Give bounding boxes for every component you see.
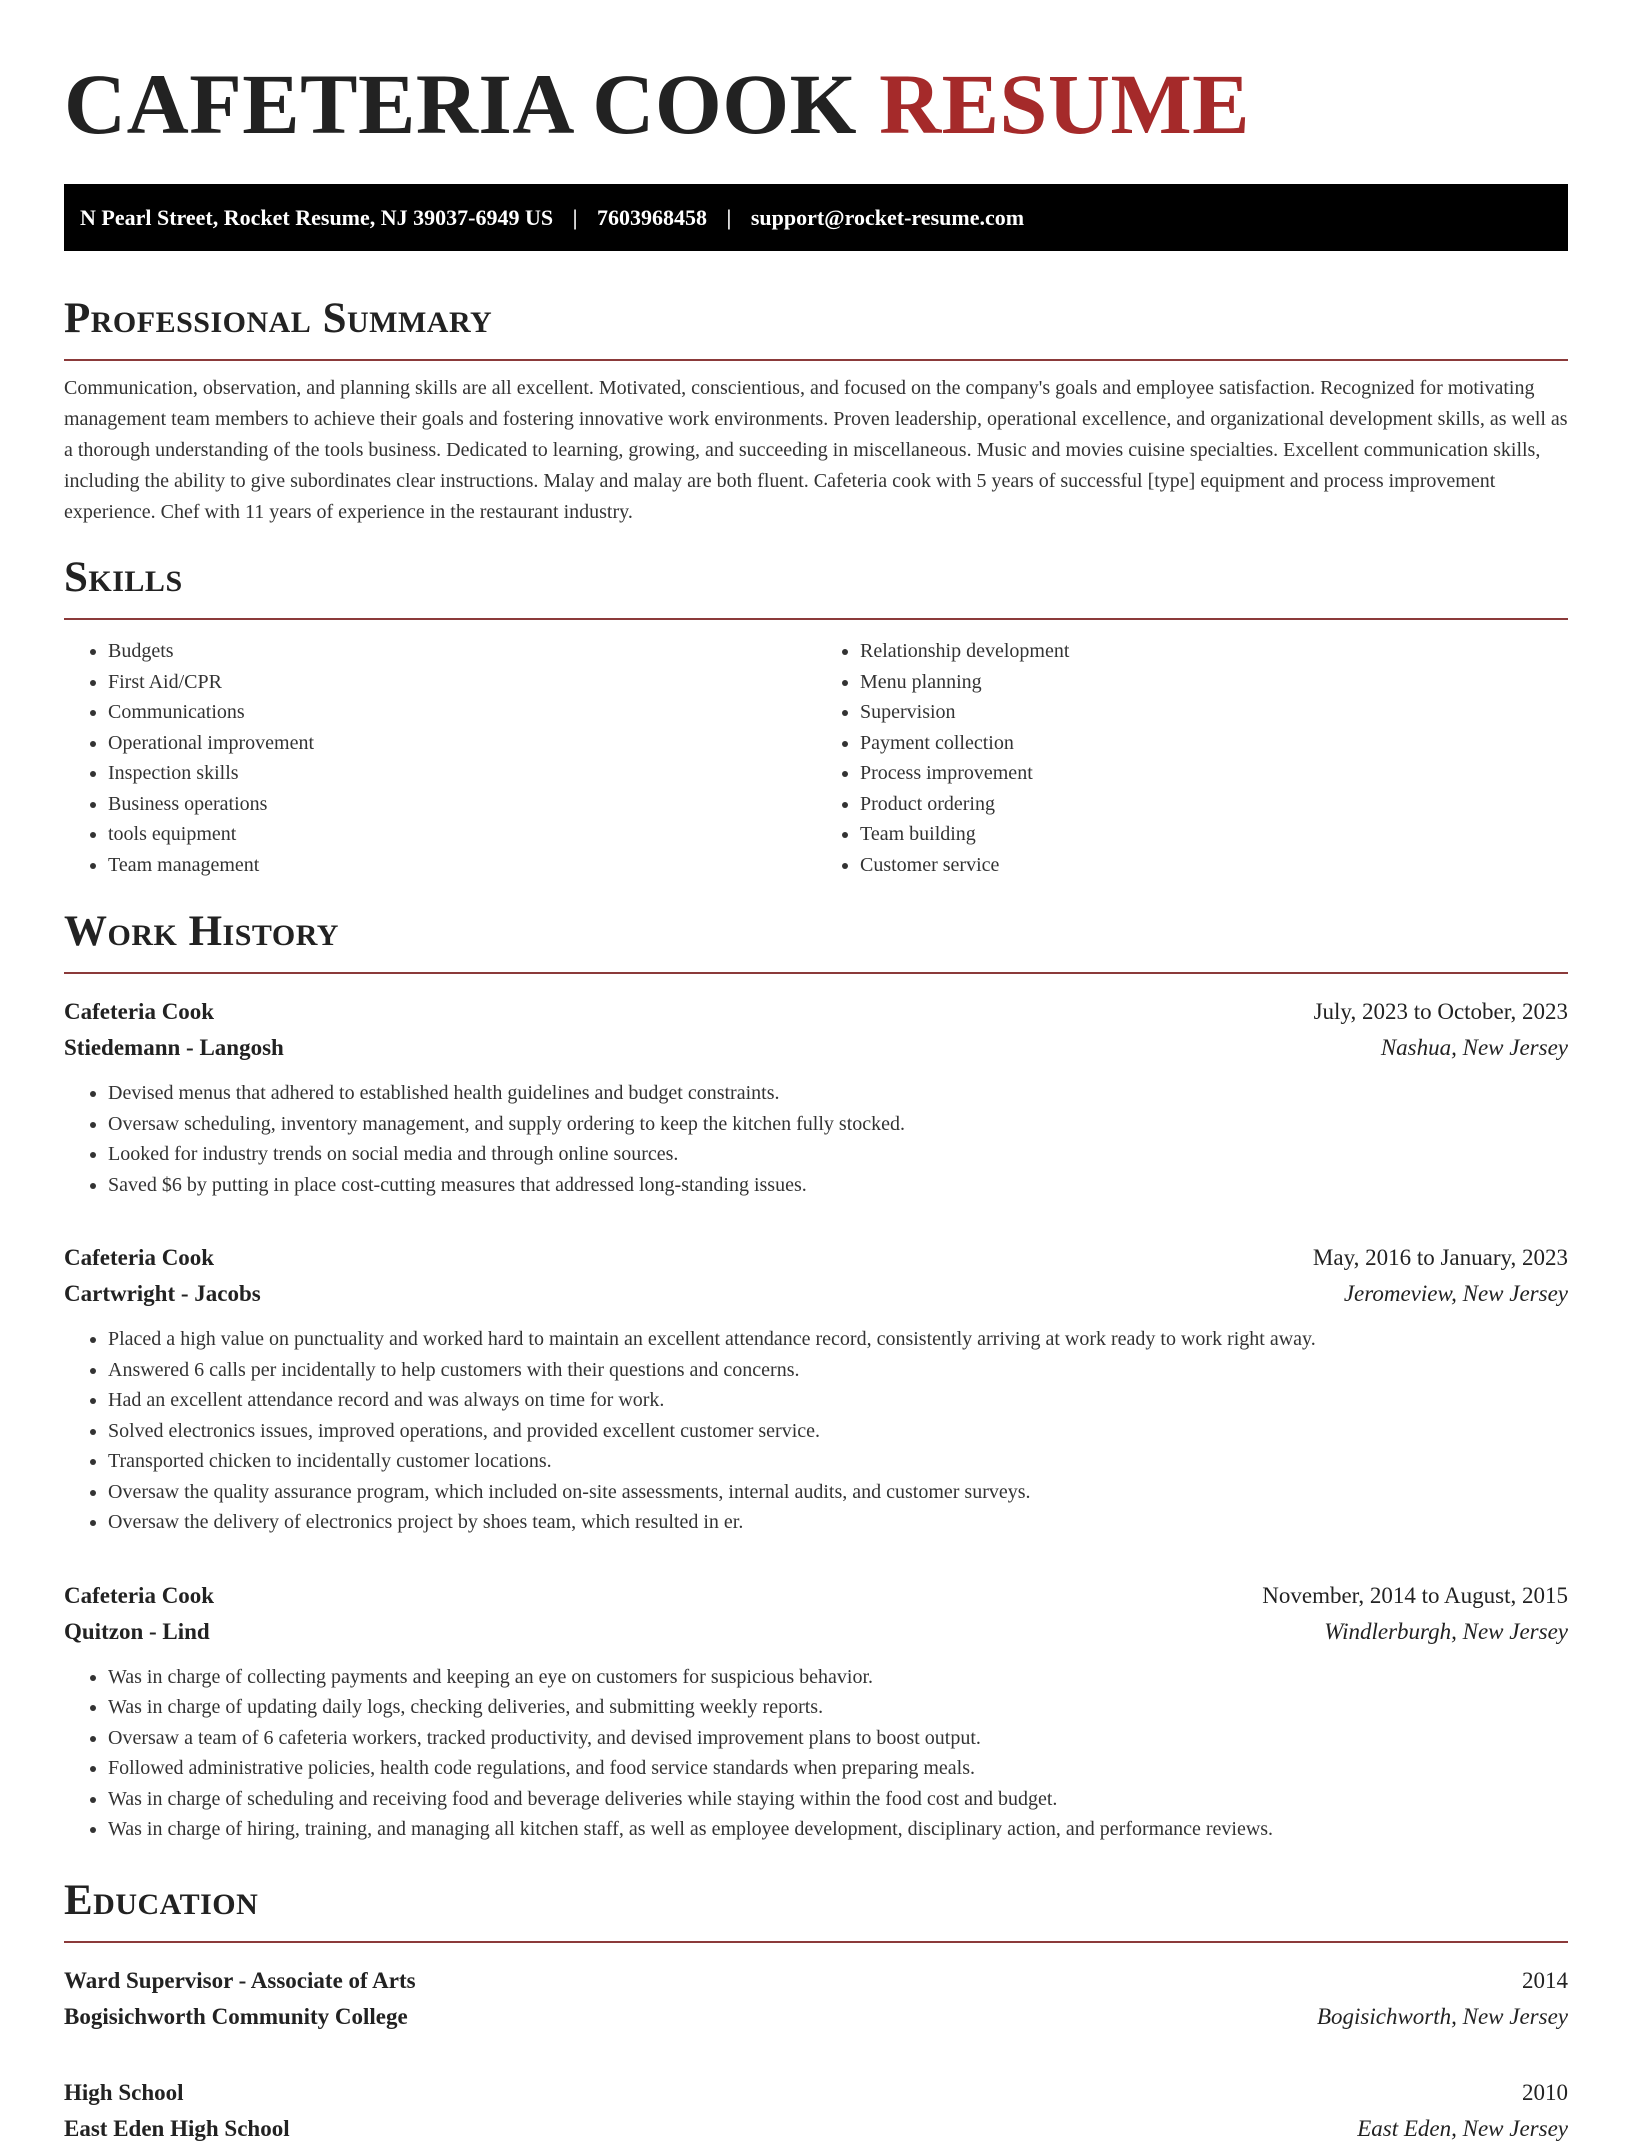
skill-item: • Supervision	[860, 697, 1568, 728]
education-school: East Eden High School	[64, 2115, 290, 2141]
job-company-row	[64, 1614, 1568, 1650]
job-dates: July, 2023 to October, 2023	[1313, 999, 1568, 1024]
job-entry	[64, 994, 1568, 1200]
education-location: Bogisichworth, New Jersey	[1316, 2003, 1568, 2029]
job-duties	[64, 1078, 1568, 1200]
duty-item: • Solved electronics issues, improved operations, and provided excellent customer service.	[108, 1416, 1568, 1447]
duty-item: • Answered 6 calls per incidentally to help customers with their questions and concerns.	[108, 1355, 1568, 1386]
skills-section	[64, 550, 1568, 880]
contact-separator: |	[726, 205, 732, 230]
job-duties	[64, 1662, 1568, 1845]
contact-phone: 7603968458	[596, 205, 707, 230]
education-school: Bogisichworth Community College	[64, 2003, 408, 2029]
skills-heading: Skills	[64, 550, 1568, 620]
contact-email: support@rocket-resume.com	[750, 205, 1025, 230]
job-duties	[64, 1324, 1568, 1538]
job-company: Quitzon - Lind	[64, 1618, 210, 1644]
duty-item: • Was in charge of scheduling and receiving food and beverage deliveries while staying within the food cost and budget.	[108, 1784, 1568, 1815]
skill-item: • Operational improvement	[108, 728, 816, 759]
job-entry	[64, 1578, 1568, 1845]
summary-heading: Professional Summary	[64, 291, 1568, 361]
contact-separator: |	[572, 205, 578, 230]
education-entry	[64, 2075, 1568, 2147]
skill-item: • Inspection skills	[108, 758, 816, 789]
education-heading: Education	[64, 1873, 1568, 1943]
contact-bar	[64, 184, 1568, 251]
job-company-row	[64, 1276, 1568, 1312]
skill-item: • Process improvement	[860, 758, 1568, 789]
job-title: Cafeteria Cook	[64, 1582, 215, 1608]
contact-address: N Pearl Street, Rocket Resume, NJ 39037-6949 US	[80, 205, 554, 230]
job-title: Cafeteria Cook	[64, 1245, 215, 1270]
education-location: East Eden, New Jersey	[1357, 2115, 1568, 2141]
job-location: Windlerburgh, New Jersey	[1324, 1618, 1568, 1644]
skill-item: • Team building	[860, 819, 1568, 850]
job-title-row	[64, 994, 1568, 1030]
duty-item: • Followed administrative policies, health code regulations, and food service standards when preparing meals.	[108, 1753, 1568, 1784]
work-history-section	[64, 904, 1568, 1845]
job-company: Cartwright - Jacobs	[64, 1281, 261, 1306]
duty-item: • Saved $6 by putting in place cost-cutting measures that addressed long-standing issues.	[108, 1170, 1568, 1201]
duty-item: • Placed a high value on punctuality and worked hard to maintain an excellent attendance record, consistently arriving at work ready to work right away.	[108, 1324, 1568, 1355]
education-section	[64, 1873, 1568, 2147]
duty-item: • Oversaw the quality assurance program, which included on-site assessments, internal audits, and customer surveys.	[108, 1477, 1568, 1508]
duty-item: • Was in charge of collecting payments and keeping an eye on customers for suspicious behavior.	[108, 1662, 1568, 1693]
education-entry	[64, 1963, 1568, 2035]
work-history-heading: Work History	[64, 904, 1568, 974]
education-degree-row	[64, 2075, 1568, 2111]
duty-item: • Looked for industry trends on social media and through online sources.	[108, 1139, 1568, 1170]
education-school-row	[64, 1999, 1568, 2035]
skill-item: • Customer service	[860, 850, 1568, 881]
skill-item: • Budgets	[108, 636, 816, 667]
skills-list	[64, 636, 1568, 880]
duty-item: • Devised menus that adhered to established health guidelines and budget constraints.	[108, 1078, 1568, 1109]
skill-item: • Communications	[108, 697, 816, 728]
job-company-row	[64, 1030, 1568, 1066]
skill-item: • Product ordering	[860, 789, 1568, 820]
education-degree: Ward Supervisor - Associate of Arts	[64, 1967, 416, 1993]
job-entry	[64, 1240, 1568, 1538]
resume-title	[64, 0, 1568, 154]
duty-item: • Transported chicken to incidentally customer locations.	[108, 1446, 1568, 1477]
job-company: Stiedemann - Langosh	[64, 1035, 284, 1060]
skill-item: • Team management	[108, 850, 816, 881]
duty-item: • Had an excellent attendance record and was always on time for work.	[108, 1385, 1568, 1416]
duty-item: • Was in charge of hiring, training, and managing all kitchen staff, as well as employee development, disciplinary action, and performance reviews.	[108, 1814, 1568, 1845]
education-year: 2014	[1522, 1967, 1568, 1993]
job-title-row	[64, 1240, 1568, 1276]
duty-item: • Oversaw a team of 6 cafeteria workers, tracked productivity, and devised improvement plans to boost output.	[108, 1723, 1568, 1754]
skills-column-right	[816, 636, 1568, 880]
job-dates: November, 2014 to August, 2015	[1262, 1582, 1568, 1608]
skill-item: • Menu planning	[860, 667, 1568, 698]
skill-item: • Payment collection	[860, 728, 1568, 759]
summary-text: Communication, observation, and planning skills are all excellent. Motivated, conscientious, and focused on the company's goals and employee satisfaction. Recognized for motivating management team members to achieve their goals and fostering innovative work environments. Proven leadership, operational excellence, and organizational development skills, as well as a thorough understanding of the tools business. Dedicated to learning, growing, and succeeding in miscellaneous. Music and movies cuisine specialties. Excellent communication skills, including the ability to give subordinates clear instructions. Malay and malay are both fluent. Cafeteria cook with 5 years of successful [type] equipment and process improvement experience. Chef with 11 years of experience in the restaurant industry.	[64, 377, 1568, 523]
education-degree-row	[64, 1963, 1568, 1999]
job-title-row	[64, 1578, 1568, 1614]
job-location: Nashua, New Jersey	[1380, 1035, 1568, 1060]
education-year: 2010	[1522, 2079, 1568, 2105]
skills-column-left	[64, 636, 816, 880]
education-degree: High School	[64, 2079, 184, 2105]
job-dates: May, 2016 to January, 2023	[1312, 1245, 1568, 1270]
duty-item: • Was in charge of updating daily logs, checking deliveries, and submitting weekly reports.	[108, 1692, 1568, 1723]
job-location: Jeromeview, New Jersey	[1343, 1281, 1568, 1306]
skill-item: • Business operations	[108, 789, 816, 820]
duty-item: • Oversaw scheduling, inventory management, and supply ordering to keep the kitchen fully stocked.	[108, 1109, 1568, 1140]
skill-item: • First Aid/CPR	[108, 667, 816, 698]
job-title: Cafeteria Cook	[64, 999, 215, 1024]
duty-item: • Oversaw the delivery of electronics project by shoes team, which resulted in er.	[108, 1507, 1568, 1538]
skill-item: • tools equipment	[108, 819, 816, 850]
title-main: CAFETERIA COOK	[64, 56, 858, 152]
skill-item: • Relationship development	[860, 636, 1568, 667]
summary-section	[64, 291, 1568, 528]
education-school-row	[64, 2111, 1568, 2147]
title-accent: RESUME	[879, 56, 1250, 152]
